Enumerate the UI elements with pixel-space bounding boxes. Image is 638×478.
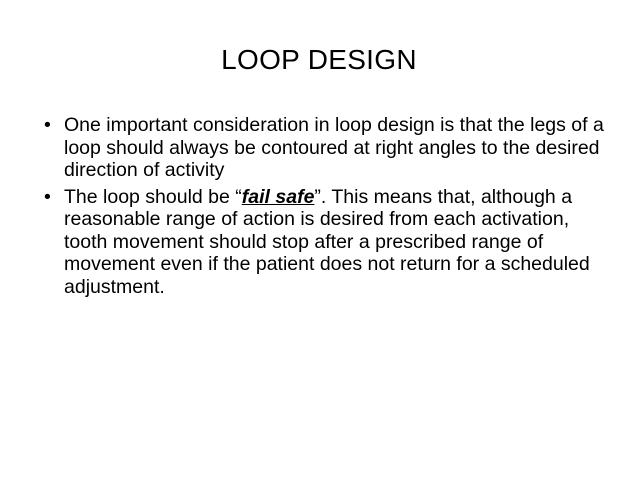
- slide-title: LOOP DESIGN: [221, 44, 417, 75]
- bullet-text-start: The loop should be “: [64, 185, 242, 208]
- bullet-marker-icon: •: [44, 114, 51, 136]
- bullet-text-end: ”. This means that, although a reasonable range of action is desired from each activation, tooth movement should stop after a prescribed range of movement even if the patient does not return for a scheduled adjustment.: [64, 185, 590, 298]
- bullet-text: One important consideration in loop design is that the legs of a loop should always be contoured at right angles to the desired direction of activity: [64, 114, 604, 181]
- bullet-list: [44, 114, 604, 302]
- bullet-marker-icon: •: [44, 185, 51, 208]
- fail-safe-emphasis: fail safe: [241, 185, 315, 208]
- bullet-item: [44, 186, 604, 299]
- bullet-item: [44, 114, 604, 182]
